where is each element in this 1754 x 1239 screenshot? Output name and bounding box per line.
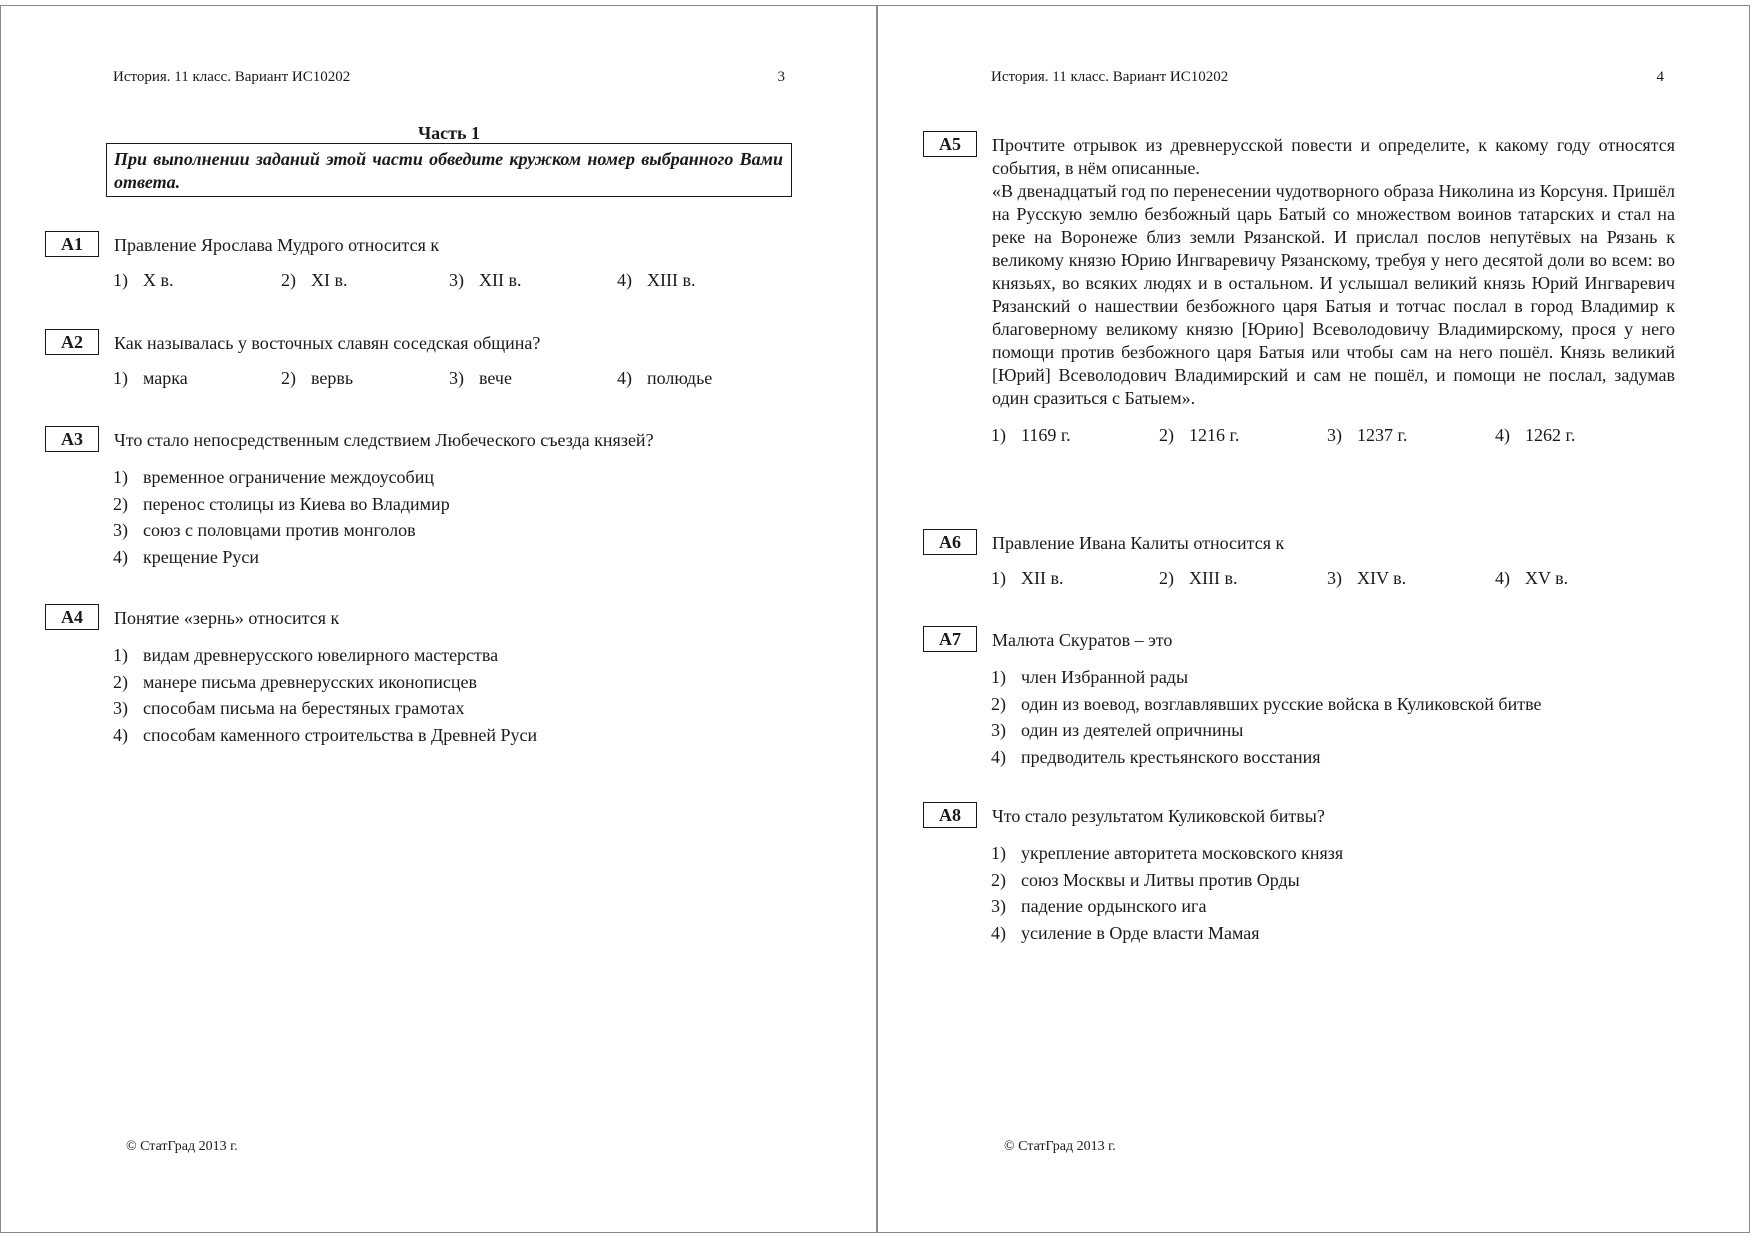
answer-option[interactable]: 4) полюдье xyxy=(617,368,713,388)
page-number: 3 xyxy=(777,69,785,85)
answer-option[interactable]: 4) способам каменного строительства в Древней Руси xyxy=(113,724,538,745)
header-title: История. 11 класс. Вариант ИС10202 xyxy=(113,69,351,85)
question-text: Правление Ивана Калиты относится к xyxy=(992,533,1285,553)
answer-option[interactable]: 4) XIII в. xyxy=(617,270,696,290)
page-number: 4 xyxy=(1656,69,1664,85)
question-number-badge: A7 xyxy=(923,626,977,652)
question-text: Что стало результатом Куликовской битвы? xyxy=(992,806,1325,826)
answer-option[interactable]: 2) союз Москвы и Литвы против Орды xyxy=(991,869,1300,890)
answer-option[interactable]: 3) 1237 г. xyxy=(1327,425,1408,445)
question-number-badge: A4 xyxy=(45,604,99,630)
instruction-box: При выполнении заданий этой части обведите кружком номер выбранного Вами ответа. xyxy=(106,143,792,197)
question-a7 xyxy=(923,626,1675,770)
answer-option[interactable]: 3) XII в. xyxy=(449,270,522,290)
page-4 xyxy=(878,0,1754,1239)
answer-option[interactable]: 3) XIV в. xyxy=(1327,568,1407,588)
answer-options xyxy=(991,664,1675,770)
answer-option[interactable]: 3) падение ордынского ига xyxy=(991,896,1207,916)
header-title: История. 11 класс. Вариант ИС10202 xyxy=(991,69,1229,85)
answer-option[interactable]: 2) XI в. xyxy=(281,270,348,290)
answer-option[interactable]: 1) видам древнерусского ювелирного мастерства xyxy=(113,645,499,665)
answer-options xyxy=(991,424,1675,446)
answer-option[interactable]: 2) манере письма древнерусских иконописцев xyxy=(113,671,477,692)
answer-option[interactable]: 1) временное ограничение междоусобиц xyxy=(113,467,434,487)
answer-option[interactable]: 4) предводитель крестьянского восстания xyxy=(991,746,1321,767)
question-number-badge: A3 xyxy=(45,426,99,452)
answer-option[interactable]: 1) XII в. xyxy=(991,568,1064,588)
question-a3 xyxy=(45,426,801,570)
question-text: Малюта Скуратов – это xyxy=(992,630,1173,650)
question-a2 xyxy=(45,329,801,389)
answer-option[interactable]: 2) один из воевод, возглавлявших русские войска в Куликовской битве xyxy=(991,693,1542,714)
answer-option[interactable]: 3) способам письма на берестяных грамотах xyxy=(113,698,465,718)
question-prompt: Прочтите отрывок из древнерусской повести и определите, к какому году относятся события, в нём описанные. xyxy=(992,135,1675,178)
answer-options xyxy=(991,840,1675,946)
question-a1 xyxy=(45,231,801,291)
answer-option[interactable]: 4) 1262 г. xyxy=(1495,425,1576,445)
part-title: Часть 1 xyxy=(417,123,481,143)
question-number-badge: A5 xyxy=(923,131,977,157)
question-text: Понятие «зернь» относится к xyxy=(114,608,340,628)
question-a6 xyxy=(923,529,1675,589)
answer-options xyxy=(113,367,801,389)
answer-option[interactable]: 3) союз с половцами против монголов xyxy=(113,520,416,540)
answer-option[interactable]: 2) вервь xyxy=(281,368,354,388)
answer-option[interactable]: 1) 1169 г. xyxy=(991,425,1071,445)
page-header xyxy=(113,68,785,86)
page-footer: © СтатГрад 2013 г. xyxy=(1004,1139,1116,1154)
answer-option[interactable]: 2) перенос столицы из Киева во Владимир xyxy=(113,493,450,514)
answer-option[interactable]: 3) вече xyxy=(449,368,512,388)
answer-option[interactable]: 1) X в. xyxy=(113,270,174,290)
answer-options xyxy=(113,464,801,570)
page-3 xyxy=(0,0,876,1239)
page-footer: © СтатГрад 2013 г. xyxy=(126,1139,238,1154)
source-excerpt: «В двенадцатый год по перенесении чудотворного образа Николина из Корсуня. Пришёл на Русскую землю безбожный царь Батый со множеством воинов татарских и стал на реке на Воронеже близ земли Рязанской. И прислал послов непутёвых на Рязань к великому князю Юрию Ингваревичу Рязанскому, требуя у него десятой доли во всем: во князьях, во всяких людях и в остальном. И услышал великий князь Юрий Ингваревич Рязанский о нашествии безбожного царя Батыя и тотчас послал в город Владимир к благоверному великому князю [Юрию] Всеволодовичу Владимирскому, прося у него помощи против безбожного царя Батыя или чтобы сам на него пошёл. Князь великий [Юрий] Всеволодович Владимирский и сам не пошёл, и помощи не послал, задумав один сразиться с Батыем». xyxy=(992,181,1675,408)
question-a8 xyxy=(923,802,1675,946)
answer-options xyxy=(991,567,1675,589)
answer-option[interactable]: 3) один из деятелей опричнины xyxy=(991,720,1244,740)
question-number-badge: A8 xyxy=(923,802,977,828)
answer-option[interactable]: 2) XIII в. xyxy=(1159,568,1238,588)
answer-option[interactable]: 4) крещение Руси xyxy=(113,546,259,567)
question-number-badge: A2 xyxy=(45,329,99,355)
question-a4 xyxy=(45,604,801,748)
question-a5 xyxy=(923,131,1675,446)
question-number-badge: A1 xyxy=(45,231,99,257)
question-text: Как называлась у восточных славян соседская община? xyxy=(114,333,541,353)
answer-option[interactable]: 2) 1216 г. xyxy=(1159,425,1240,445)
answer-option[interactable]: 1) член Избранной рады xyxy=(991,667,1189,687)
answer-option[interactable]: 1) марка xyxy=(113,368,188,388)
question-text xyxy=(992,131,1675,410)
question-number-badge: A6 xyxy=(923,529,977,555)
answer-option[interactable]: 1) укрепление авторитета московского князя xyxy=(991,843,1344,863)
answer-option[interactable]: 4) XV в. xyxy=(1495,568,1569,588)
answer-option[interactable]: 4) усиление в Орде власти Мамая xyxy=(991,922,1260,943)
question-text: Правление Ярослава Мудрого относится к xyxy=(114,235,440,255)
page-header xyxy=(991,68,1664,86)
answer-options xyxy=(113,642,801,748)
answer-options xyxy=(113,269,801,291)
question-text: Что стало непосредственным следствием Любеческого съезда князей? xyxy=(114,430,654,450)
